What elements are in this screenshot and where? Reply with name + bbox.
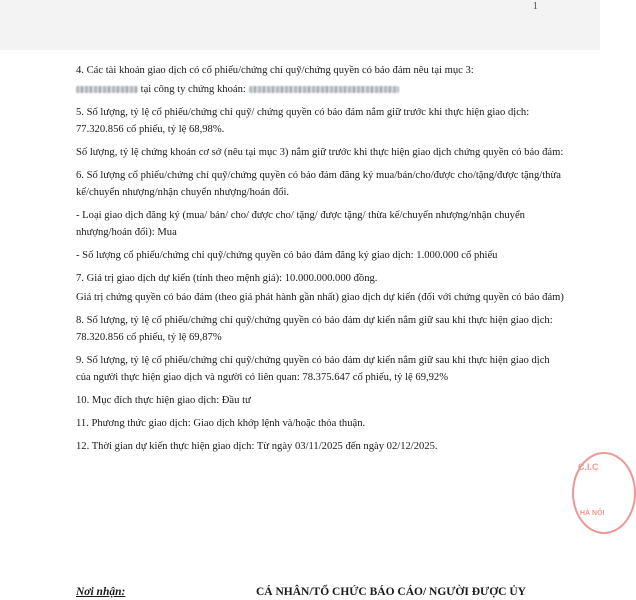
redacted-account-number (76, 86, 138, 93)
item-5-underlying: Số lượng, tỷ lệ chứng khoán cơ sở (nêu tại mục 3) nắm giữ trước khi thực hiện giao dịch chứng quyền có bảo đảm: (76, 147, 564, 158)
document-body (76, 62, 566, 461)
seal-bottom-text: HÀ NỘI (580, 510, 605, 517)
item-4: 4. Các tài khoản giao dịch có cổ phiếu/chứng chỉ quỹ/chứng quyền có bảo đảm nêu tại mục 3: (76, 65, 474, 76)
signer-title: CÁ NHÂN/TỔ CHỨC BÁO CÁO/ NGƯỜI ĐƯỢC ỦY (256, 586, 526, 598)
item-8: 8. Số lượng, tỷ lệ cổ phiếu/chứng chỉ quỹ/chứng quyền có bảo đảm dự kiến nắm giữ sau khi thực hiện giao dịch: 78.320.856 cổ phiếu, tỷ lệ 69,87% (76, 315, 553, 343)
redacted-broker-name (249, 86, 399, 93)
item-11: 11. Phương thức giao dịch: Giao dịch khớp lệnh và/hoặc thỏa thuận. (76, 418, 366, 429)
company-seal (572, 452, 636, 534)
viewer-top-band (0, 0, 600, 50)
item-12: 12. Thời gian dự kiến thực hiện giao dịch: Từ ngày 03/11/2025 đến ngày 02/12/2025. (76, 441, 438, 452)
item-7: 7. Giá trị giao dịch dự kiến (tính theo mệnh giá): 10.000.000.000 đồng. (76, 273, 378, 284)
item-5: 5. Số lượng, tỷ lệ cổ phiếu/chứng chỉ quỹ/ chứng quyền có bảo đảm nắm giữ trước khi thực hiện giao dịch: 77.320.856 cổ phiếu, tỷ lệ 68,98%. (76, 107, 530, 135)
item-6: 6. Số lượng cổ phiếu/chứng chỉ quỹ/chứng quyền có bảo đảm đăng ký mua/bán/cho/được cho/tặng/được tặng/thừa kế/chuyển nhượng/nhận chuyển nhượng/hoán đổi. (76, 170, 561, 198)
item-10: 10. Mục đích thực hiện giao dịch: Đầu tư (76, 395, 251, 406)
item-6-type: - Loại giao dịch đăng ký (mua/ bán/ cho/ được cho/ tặng/ được tặng/ thừa kế/chuyển nhượng/nhận chuyển nhượng/hoán đổi): Mua (76, 210, 525, 238)
item-6-quantity: - Số lượng cổ phiếu/chứng chỉ quỹ/chứng quyền có bảo đảm đăng ký giao dịch: 1.000.000 cổ phiếu (76, 250, 498, 261)
item-4-account: tại công ty chứng khoán: (76, 81, 566, 98)
item-7-warrant: Giá trị chứng quyền có bảo đảm (theo giá phát hành gần nhất) giao dịch dự kiến (đối với chứng quyền có bảo đảm) (76, 292, 564, 303)
page-number: 1 (532, 0, 538, 12)
recipients-label: Nơi nhận: (76, 586, 126, 598)
seal-top-text: C.I.C (578, 462, 599, 472)
item-9: 9. Số lượng, tỷ lệ cổ phiếu/chứng chỉ quỹ/chứng quyền có bảo đảm dự kiến nắm giữ sau khi thực hiện giao dịch của người thực hiện giao dịch và người có liên quan: 78.375.647 cổ phiếu, tỷ lệ 69,92% (76, 355, 550, 383)
